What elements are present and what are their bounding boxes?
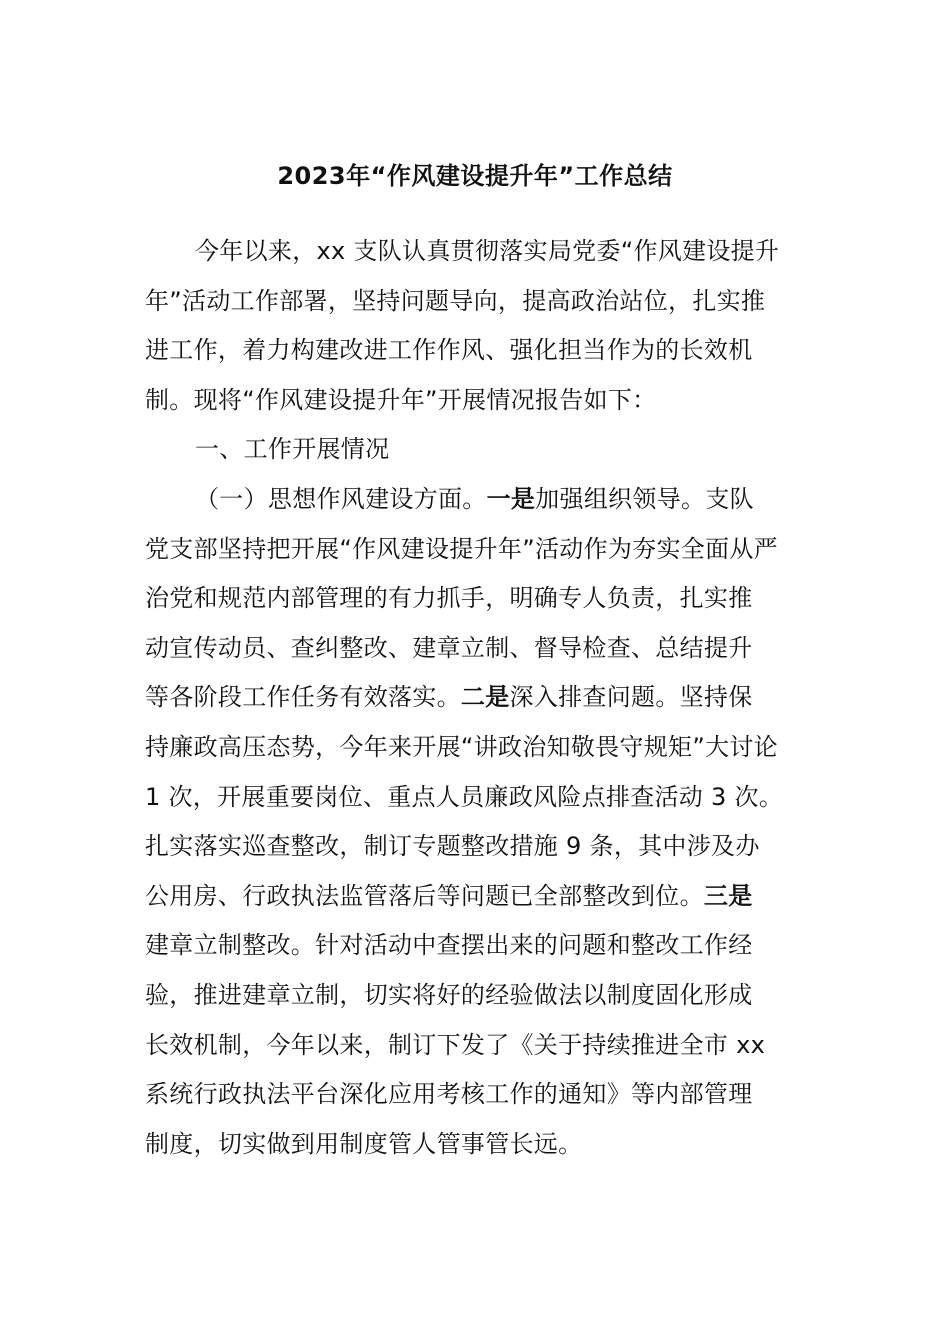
body-text: 治党和规范内部管理的有力抓手，明确专人负责，扎实推 [145,584,753,612]
body-text: 验，推进建章立制，切实将好的经验做法以制度固化形成 [145,981,753,1009]
body-line [145,681,753,713]
body-text: 加强组织领导。支队 [535,485,754,513]
body-line [145,979,753,1011]
body-line [145,929,753,961]
emphasis-text: 三是 [703,882,753,910]
body-line [145,632,753,664]
body-text: 动宣传动员、查纠整改、建章立制、督导检查、总结提升 [145,634,753,662]
body-line [145,781,783,813]
body-text: 长效机制，今年以来，制订下发了《关于持续推进全市 xx [145,1031,766,1059]
body-text: 等各阶段工作任务有效落实。 [145,683,461,711]
body-text: （一）思想作风建设方面。 [195,485,487,513]
body-line [145,731,778,763]
body-line [195,235,779,267]
body-line [145,880,753,912]
body-text: 今年以来，xx 支队认真贯彻落实局党委“作风建设提升 [195,237,780,265]
page-title: 2023年“作风建设提升年”工作总结 [277,162,673,190]
body-text: 公用房、行政执法监管落后等问题已全部整改到位。 [145,882,704,910]
body-text: 系统行政执法平台深化应用考核工作的通知》等内部管理 [145,1080,753,1108]
body-text: 深入排查问题。坚持保 [509,683,753,711]
body-text: 党支部坚持把开展“作风建设提升年”活动作为夯实全面从严 [145,535,778,563]
body-text: 一、工作开展情况 [195,435,390,463]
body-line [145,582,753,614]
body-text: 持廉政高压态势，今年来开展“讲政治知敬畏守规矩”大讨论 [145,733,778,761]
emphasis-text: 二是 [460,683,510,711]
body-line [145,830,760,862]
body-line [145,285,765,317]
body-line [145,334,753,366]
body-text: 年”活动工作部署，坚持问题导向，提高政治站位，扎实推 [145,287,766,315]
body-line [145,1078,753,1110]
body-text: 建章立制整改。针对活动中查摆出来的问题和整改工作经 [145,931,753,959]
body-text: 1 次，开展重要岗位、重点人员廉政风险点排查活动 3 次。 [145,783,784,811]
body-line [145,1128,582,1160]
body-text: 制度，切实做到用制度管人管事管长远。 [145,1130,583,1158]
body-line [145,533,778,565]
emphasis-text: 一是 [486,485,536,513]
body-line [145,1029,765,1061]
body-line [145,384,656,416]
body-text: 制。现将“作风建设提升年”开展情况报告如下： [145,386,657,414]
body-text: 扎实落实巡查整改，制订专题整改措施 9 条，其中涉及办 [145,832,760,860]
body-line [195,433,389,465]
body-line [195,483,754,515]
body-text: 进工作，着力构建改进工作作风、强化担当作为的长效机 [145,336,753,364]
